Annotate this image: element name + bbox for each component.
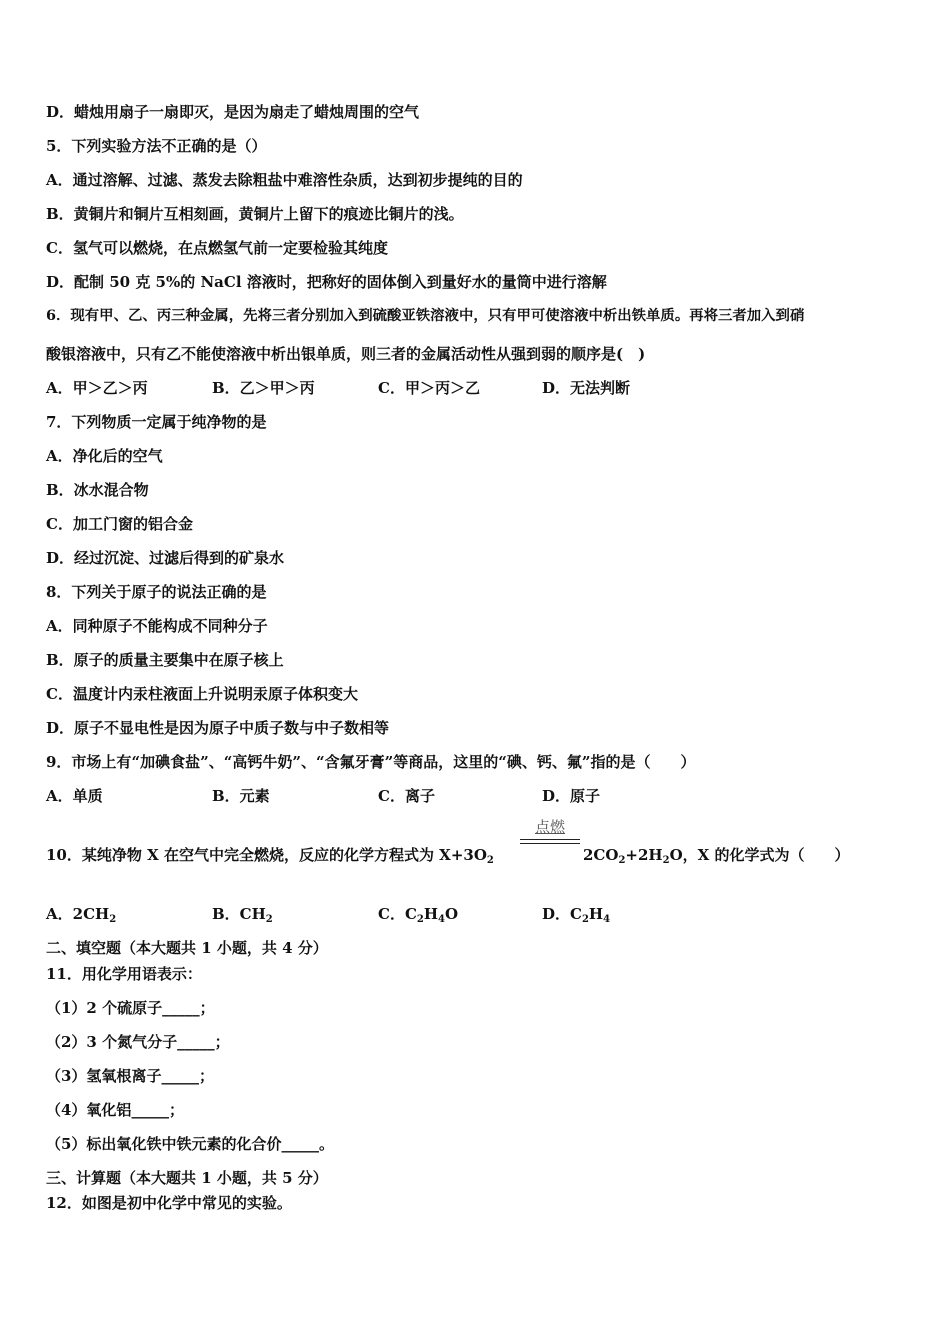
q5-option-b: B．黄铜片和铜片互相刻画，黄铜片上留下的痕迹比铜片的浅。 [46,205,464,223]
q9-option-c: C．离子 [378,787,435,805]
q11-stem: 11．用化学用语表示： [46,965,202,983]
q7-stem: 7．下列物质一定属于纯净物的是 [46,413,267,431]
q11-item-4: （4）氧化铝_____； [46,1101,184,1119]
q12-stem: 12．如图是初中化学中常见的实验。 [46,1194,292,1212]
q11-item-1: （1）2 个硫原子_____； [46,999,215,1017]
q10-stem-left: 10．某纯净物 X 在空气中完全燃烧，反应的化学方程式为 $X+3O_2$ [46,846,494,866]
q6-stem-line2: 酸银溶液中，只有乙不能使溶液中析出银单质，则三者的金属活动性从强到弱的顺序是( ) [46,345,646,363]
q8-stem: 8．下列关于原子的说法正确的是 [46,583,267,601]
q9-option-d: D．原子 [542,787,601,805]
q10-option-a: A．$2CH_2$ [46,905,117,925]
q8-option-a: A．同种原子不能构成不同种分子 [46,617,268,635]
q10-option-c: C．$C_2H_4O$ [378,905,459,925]
q9-option-a: A．单质 [46,787,103,805]
q10-stem-right: $2CO_2+2H_2O$，X 的化学式为（ ） [583,846,850,866]
q5-option-c: C．氢气可以燃烧，在点燃氢气前一定要检验其纯度 [46,239,388,257]
q7-option-d: D．经过沉淀、过滤后得到的矿泉水 [46,549,285,567]
q10-option-b: B．$CH_2$ [212,905,273,925]
q5-option-d: D．配制 50 克 5%的 NaCl 溶液时，把称好的固体倒入到量好水的量筒中进行溶解 [46,273,607,291]
q5-option-a: A．通过溶解、过滤、蒸发去除粗盐中难溶性杂质，达到初步提纯的目的 [46,171,523,189]
q6-option-b: B．乙＞甲＞丙 [212,379,315,397]
q8-option-b: B．原子的质量主要集中在原子核上 [46,651,284,669]
q6-stem-line1: 6．现有甲、乙、丙三种金属，先将三者分别加入到硫酸亚铁溶液中，只有甲可使溶液中析出铁单质。再将三者加入到硝 [46,307,805,324]
q8-option-d: D．原子不显电性是因为原子中质子数与中子数相等 [46,719,390,737]
q5-stem: 5．下列实验方法不正确的是（） [46,137,267,155]
q4-option-d: D．蜡烛用扇子一扇即灭，是因为扇走了蜡烛周围的空气 [46,103,420,121]
q11-item-3: （3）氢氧根离子_____； [46,1067,214,1085]
q6-option-d: D．无法判断 [542,379,631,397]
condition-label: 点燃 [534,818,565,836]
q8-option-c: C．温度计内汞柱液面上升说明汞原子体积变大 [46,685,358,703]
section3-title: 三、计算题（本大题共 1 小题，共 5 分） [46,1169,328,1187]
equation-equals-sign [520,839,580,844]
q9-stem: 9．市场上有“加碘食盐”、“高钙牛奶”、“含氟牙膏”等商品，这里的“碘、钙、氟”指的是（ ） [46,753,696,771]
q6-option-c: C．甲＞丙＞乙 [378,379,480,397]
q7-option-b: B．冰水混合物 [46,481,149,499]
reaction-condition [520,818,580,844]
q11-item-2: （2）3 个氮气分子_____； [46,1033,230,1051]
section2-title: 二、填空题（本大题共 1 小题，共 4 分） [46,939,328,957]
q11-item-5: （5）标出氧化铁中铁元素的化合价_____。 [46,1135,334,1153]
q7-option-a: A．净化后的空气 [46,447,163,465]
q7-option-c: C．加工门窗的铝合金 [46,515,193,533]
q6-option-a: A．甲＞乙＞丙 [46,379,148,397]
q9-option-b: B．元素 [212,787,270,805]
q10-option-d: D．$C_2H_4$ [542,905,611,925]
